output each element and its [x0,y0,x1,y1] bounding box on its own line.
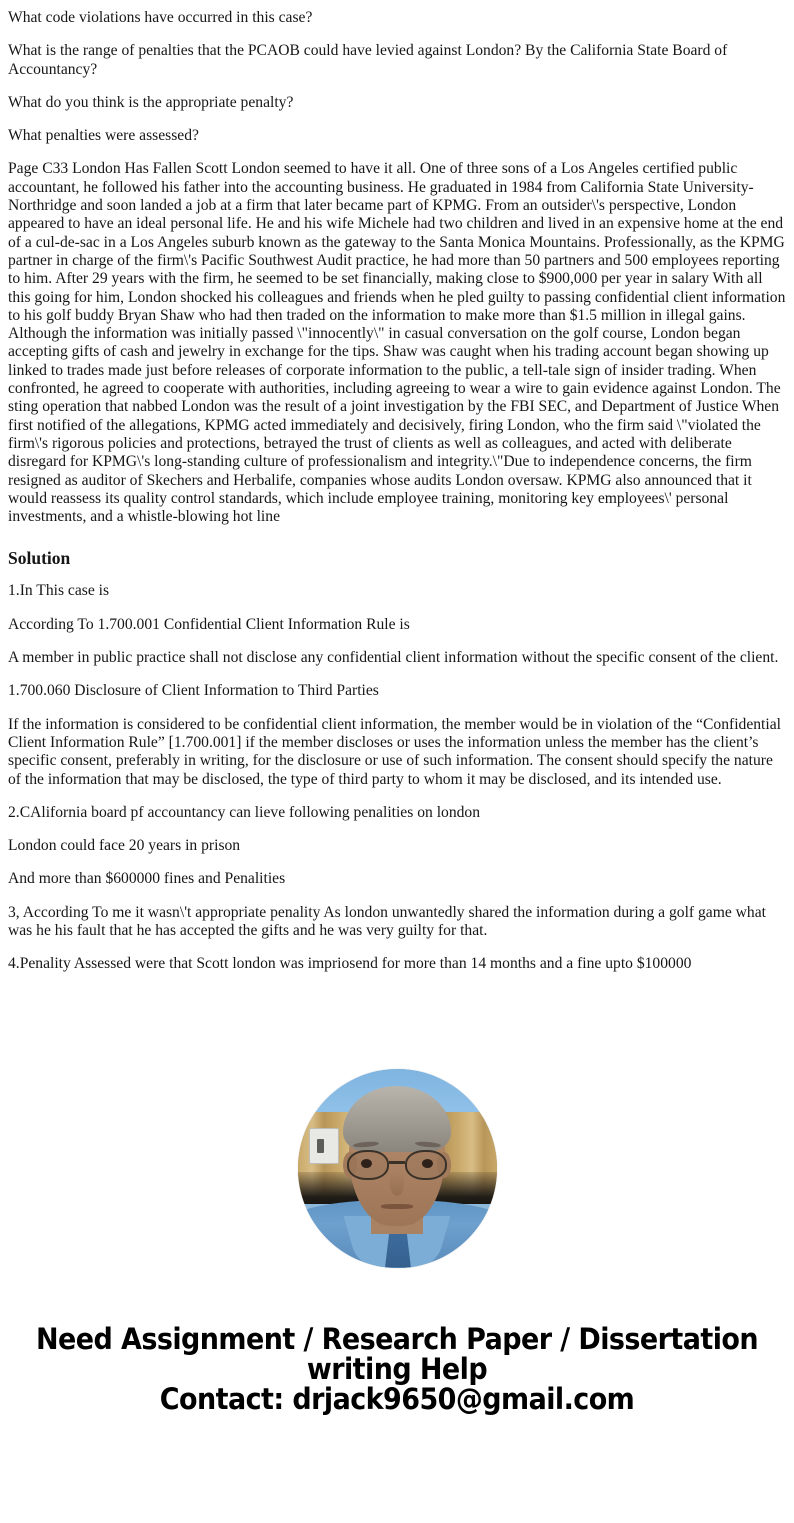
photo-glasses-bridge [389,1161,405,1164]
photo-eye-right [422,1159,433,1168]
solution-paragraph-8: And more than $600000 fines and Penalities [8,870,286,888]
photo-light-switch [309,1128,339,1164]
solution-paragraph-9: 3, According To me it wasn\'t appropriate penality As london unwantedly shared the information during a golf game what was he his fault that he has accepted the gifts and he was very guilty for that. [8,903,766,939]
solution-paragraph-7: London could face 20 years in prison [8,837,241,855]
avatar [298,1069,497,1268]
question-1: What code violations have occurred in this case? [8,9,313,26]
solution-paragraph-2: According To 1.700.001 Confidential Client Information Rule is [8,615,410,633]
case-text-paragraph: Page C33 London Has Fallen Scott London seemed to have it all. One of three sons of a Los Angeles certified public accountant, he followed his father into the accounting business. He graduated in 1984 from California State University-Northridge and soon landed a job at a firm that later became part of KPMG. From an outsider\'s perspective, London appeared to have an ideal personal life. He and his wife Michele had two children and lived in an expensive home at the end of a cul-de-sac in a Los Angeles suburb known as the gateway to the Santa Monica Mountains. Professionally, as the KPMG partner in charge of the firm\'s Pacific Southwest Audit practice, he had more than 50 partners and 500 employees reporting to him. After 29 years with the firm, he seemed to be set financially, making close to $900,000 per year in salary With all this going for him, London shocked his colleagues and friends when he pled guilty to passing confidential client information to his golf buddy Bryan Shaw who had then traded on the information to make more than $1.5 million in illegal gains. Although the information was initially passed \"innocently\" in casual conversation on the golf course, London began accepting gifts of cash and jewelry in exchange for the tips. Shaw was caught when his trading account began showing up linked to trades made just before releases of corporate information to the public, a tell-tale sign of insider trading. When confronted, he agreed to cooperate with authorities, including agreeing to wear a wire to gain evidence against London. The sting operation that nabbed London was the result of a joint investigation by the FBI SEC, and Department of Justice When first notified of the allegations, KPMG acted immediately and decisively, firing London, who the firm said \"violated the firm\'s rigorous policies and protections, betrayed the trust of clients as well as colleagues, and acted with deliberate disregard for KPMG\'s long-standing culture of professionalism and integrity.\"Due to independence concerns, the firm resigned as auditor of Skechers and Herbalife, companies whose audits London oversaw. KPMG also announced that it would reassess its quality control standards, which include employee training, monitoring key employees\' personal investments, and a whistle-blowing hot line [8,160,786,526]
solution-paragraph-10: 4.Penality Assessed were that Scott london was impriosend for more than 14 months and a fine upto $100000 [8,955,692,973]
footer-line-2: writing Help [306,1351,488,1386]
solution-paragraph-5: If the information is considered to be confidential client information, the member would be in violation of the “Confidential Client Information Rule” [1.700.001] if the member discloses or uses the information unless the member has the client’s specific consent, preferably in writing, for the disclosure or use of such information. The consent should specify the nature of the information that may be disclosed, the type of third party to whom it may be disclosed, and its intended use. [8,715,781,788]
footer-line-1: Need Assignment / Research Paper / Dissertation [35,1321,758,1356]
question-3: What do you think is the appropriate penalty? [8,93,294,111]
solution-paragraph-3: A member in public practice shall not disclose any confidential client information without the specific consent of the client. [8,649,779,667]
solution-heading: Solution [8,548,71,569]
photo-nose [390,1172,404,1196]
question-4: What penalties were assessed? [8,127,199,145]
solution-paragraph-6: 2.CAlifornia board pf accountancy can lieve following penalities on london [8,803,481,821]
solution-paragraph-4: 1.700.060 Disclosure of Client Information to Third Parties [8,682,379,700]
photo-mouth [381,1204,413,1209]
question-2: What is the range of penalties that the PCAOB could have levied against London? By the California State Board of Accountancy? [8,42,728,78]
avatar-container [8,1069,786,1268]
solution-paragraph-1: 1.In This case is [8,582,110,600]
footer-contact-block [35,1321,759,1416]
footer-line-3: Contact: drjack9650@gmail.com [159,1381,635,1416]
